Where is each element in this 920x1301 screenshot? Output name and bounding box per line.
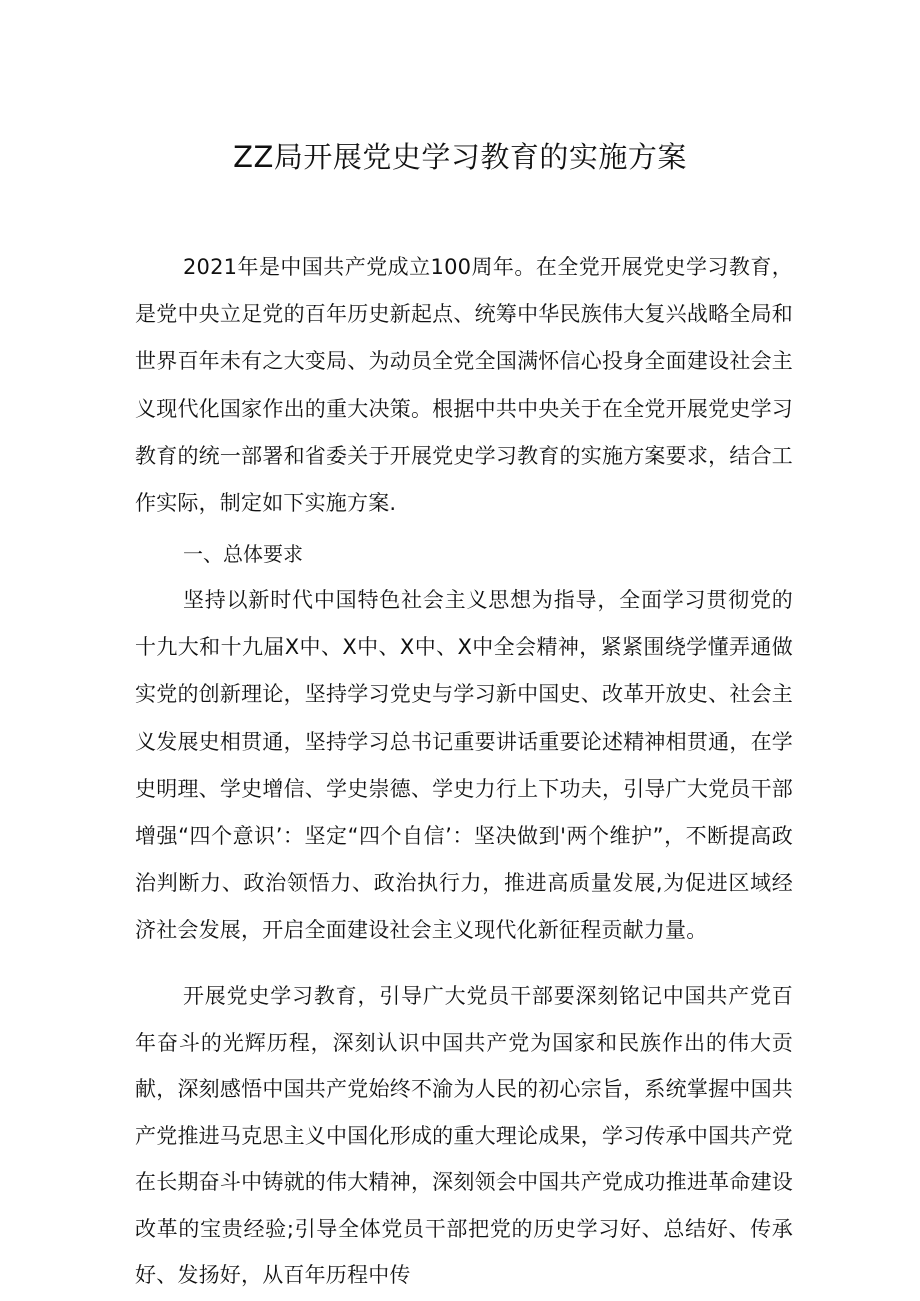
general-requirements-paragraph-1: 坚持以新时代中国特色社会主义思想为指导，全面学习贯彻党的十九大和十九届X中、X中、X中、X中全会精神，紧紧围绕学懂弄通做实党的创新理论，坚持学习党史与学习新中国史、改革开放史、社会主义发展史相贯通，坚持学习总书记重要讲话重要论述精神相贯通，在学史明理、学史增信、学史崇德、学史力行上下功夫，引导广大党员干部增强“四个意识’：坚定“四个自信’：坚决做到'两个维护”，不断提高政治判断力、政治领悟力、政治执行力，推进高质量发展,为促进区域经济社会发展，开启全面建设社会主义现代化新征程贡献力量。 [135,588,793,943]
section-heading-general-requirements: 一、总体要求 [183,542,303,566]
general-requirements-paragraph-2: 开展党史学习教育，引导广大党员干部要深刻铭记中国共产党百年奋斗的光辉历程，深刻认识中国共产党为国家和民族作出的伟大贡献，深刻感悟中国共产党始终不渝为人民的初心宗旨，系统掌握中国共产党推进马克思主义中国化形成的重大理论成果，学习传承中国共产党在长期奋斗中铸就的伟大精神，深刻领会中国共产党成功推进革命建设改革的宝贵经验;引导全体党员干部把党的历史学习好、总结好、传承好、发扬好，从百年历程中传 [135,984,793,1287]
document-title: ZZ局开展党史学习教育的实施方案 [233,140,687,174]
intro-paragraph: 2021年是中国共产党成立100周年。在全党开展党史学习教育，是党中央立足党的百年历史新起点、统筹中华民族伟大复兴战略全局和世界百年未有之大变局、为动员全党全国满怀信心投身全面建设社会主义现代化国家作出的重大决策。根据中共中央关于在全党开展党史学习教育的统一部署和省委关于开展党史学习教育的实施方案要求，结合工作实际，制定如下实施方案. [135,255,793,516]
